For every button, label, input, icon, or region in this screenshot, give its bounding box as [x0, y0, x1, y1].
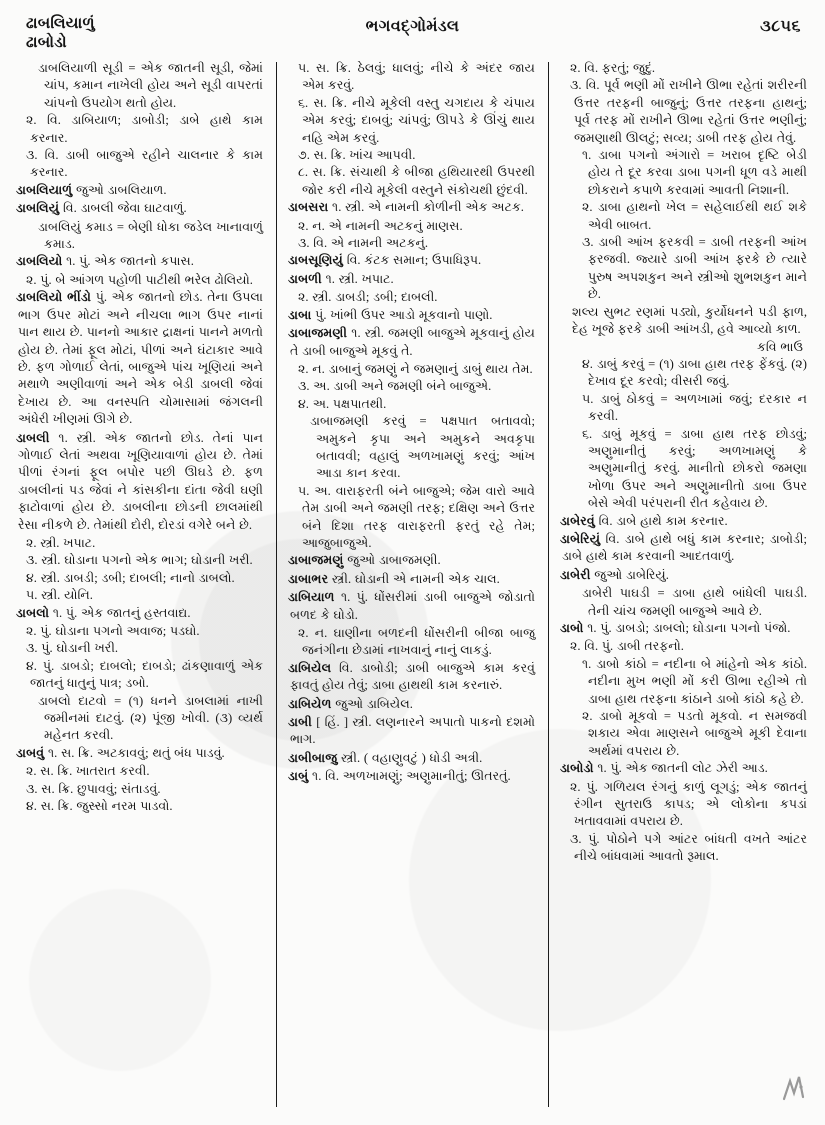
entry-text: ૨. પું. બે આંગળ પહોળી પાટીથી ભરેલ ઢોલિયો.: [26, 272, 253, 287]
dictionary-entry: [288, 307, 535, 324]
entry-text: ૫. અ. વારાફરતી બંને બાજુએ; જેમ વારો આવે તેમ ડાબી અને જમણી તરફ; દક્ષિણ અને ઉત્તર બંને દિશા તરફ વારાફરતી ફરતું રહે તેમ; આજુબાજુએ.: [298, 483, 535, 550]
entry-headword: ડાબાજમણું: [288, 553, 344, 568]
dictionary-sense: [560, 638, 807, 655]
dictionary-entry: [288, 714, 535, 749]
dictionary-entry: [560, 760, 807, 777]
entry-text: ડાબલિયાળી સૂડી = એક જાતની સૂડી, જેમાં ચાંપ, કમાન નાખેલી હોય અને સૂડી વાપરતાં ચાંપનો ઉપયોગ થતો હોય.: [38, 61, 263, 110]
dictionary-sense: [16, 763, 263, 780]
dictionary-entry: [16, 605, 263, 622]
dictionary-entry: [288, 325, 535, 360]
entry-text: ૨. વિ. ડાબિયાળ; ડાબોડી; ડાબે હાથે કામ કરનાર.: [26, 113, 263, 145]
entry-text: ૨. સ્ત્રી. ખપાટ.: [26, 535, 96, 550]
entry-headword: ડાબલિયું: [16, 201, 60, 216]
entry-text: ૧. સ્ત્રી. એક જાતનો છોડ. તેનાં પાન ગોળાઈ લેતાં અથવા ખૂણિયાવાળાં હોય છે. તેમાં પીળાં રંગનાં ફૂલ બપોર પછી ઊઘડે છે. ફળ ડાબલીનાં પડ જેવાં ને કાંસકીના દાંતા જેવી ઘણી ફાટોવાળાં હોય છે. ડાબલીના છોડની છાલમાંથી રેસા નીકળે છે. તેમાંથી દોરી, દોરડાં વગેરે બને છે.: [18, 430, 263, 532]
dictionary-entry: [288, 199, 535, 216]
entry-text: વિ. ડાબોડી; ડાબી બાજુએ કામ કરવું ફાવતું હોય તેવું; ડાબા હાથથી કામ કરનારું.: [290, 660, 535, 693]
entry-headword: ડાબો: [560, 621, 584, 635]
entry-text: ૩. વિ. એ નામની અટકનું.: [298, 236, 429, 251]
running-head-left-line1: ઢાબલિયાળું: [26, 15, 95, 32]
entry-text: જુઓ ડાબિયેલ.: [331, 696, 413, 711]
dictionary-sense: [288, 289, 535, 306]
entry-text: ૫. સ. ક્રિ. ઠેલવું; ધાલવું; નીચે કે અંદર જાય એમ કરવું.: [298, 61, 535, 93]
entry-text: ૧. સ્ત્રી. ખપાટ.: [321, 271, 394, 286]
dictionary-entry: [16, 253, 263, 270]
dictionary-sense: [288, 147, 535, 164]
scan-artifact-icon: [781, 1073, 807, 1103]
entry-text: ડાબલિયું કમાડ = બેણી ધોકા જડેલ ખાનાવાળું કમાડ.: [38, 219, 263, 252]
entry-text: ૩. અ. ડાબી અને જમણી બંને બાજુએ.: [298, 379, 492, 394]
entry-text: ૫. સ્ત્રી. યોનિ.: [26, 588, 93, 603]
entry-text: વિ. ડાબે હાથે બધું કામ કરનાર; ડાબોડી; ડાબે હાથે કામ કરવાની આદતવાળું.: [562, 531, 807, 564]
dictionary-sense: [288, 396, 535, 413]
entry-text: ૪. અ. પક્ષપાતથી.: [298, 396, 387, 411]
dictionary-sense: [288, 235, 535, 252]
entry-text: ૧. વિ. અળખામણું; અણુમાનીતું; ઊતરતું.: [308, 769, 511, 784]
dictionary-entry: [16, 182, 263, 199]
entry-text: કવિ ભાઉ: [756, 339, 803, 354]
dictionary-sense: [16, 535, 263, 552]
entry-text: ૩. ડાબી આંખ ફરકવી = ડાબી તરફની આંખ ફરજવી. જ્યારે ડાબી આંખ ફરકે છે ત્યારે પુરુષ અપશકુન અને સ્ત્રીઓ શુભશકુન માને છે.: [582, 235, 807, 302]
dictionary-sense: [288, 361, 535, 378]
dictionary-entry: [288, 660, 535, 695]
entry-text: ૪. સ. ક્રિ. જુસ્સો નરમ પાડવો.: [26, 799, 173, 814]
dictionary-sense: [16, 112, 263, 147]
entry-text: ડાબાજમણી કરવું = પક્ષપાત બતાવવો; અમુકને કૃપા અને અમુકને અવકૃપા બતાવવી; વહાલું અળખામણું કરવું; આંખ આડા કાન કરવા.: [310, 414, 535, 481]
entry-text: ૧. પું. ધોંસરીમાં ડાબી બાજુએ જોડાતો બળદ કે ઘોડો.: [290, 590, 535, 622]
dictionary-sense: [288, 413, 535, 483]
entry-headword: ડાબલો: [16, 605, 50, 620]
dictionary-sense: [288, 378, 535, 395]
entry-headword: ડાબલિયો: [16, 254, 63, 269]
dictionary-sense: [560, 656, 807, 708]
entry-text: ડાબલો દાટવો = (૧) ધનને ડાબલામાં નાખી જમીનમાં દાટવું. (૨) પૂંજી ખોવી. (૩) વ્યર્થ મહેનત કરવી.: [38, 693, 263, 743]
dictionary-sense: [288, 164, 535, 199]
dictionary-sense: [16, 552, 263, 569]
entry-headword: ડાબવું: [16, 745, 45, 760]
entry-text: ૨. સ. ક્રિ. ખાતરાત કરવી.: [26, 764, 150, 779]
dictionary-sense: [16, 640, 263, 657]
entry-headword: ડાબી: [288, 715, 312, 730]
entry-text: ૩. વિ. ડાબી બાજુએ રહીને ચાલનાર કે કામ કરનાર.: [26, 148, 263, 180]
entry-headword: ડાબસરા: [288, 200, 329, 215]
entry-headword: ડાબસૂણિયું: [288, 253, 343, 268]
entry-text: ૨. ડાબો મૂકવો = પડતો મૂકવો. ન સમજવી શકાય એવા માણસને બાજુએ મૂકી દેવાના અર્થમાં વપરાય છે.: [582, 709, 807, 758]
entry-text: ૪. સ્ત્રી. ડાબડી; ડબી; દાબલી; નાનો ડાબલો.: [26, 570, 235, 585]
entry-text: ૮. સ. ક્રિ. સંચાથી કે બીજા હથિયારથી ઉપરથી જોર કરી નીચે મૂકેલી વસ્તુને સંકોચથી છુંદવી.: [298, 165, 535, 197]
dictionary-sense: [16, 60, 263, 112]
entry-text: પું. ખાંભી ઉપર આડો મૂકવાનો પાણો.: [311, 307, 493, 322]
entry-text: ૧. પું. એક જાતનું હસ્તવાદ્ય.: [49, 605, 191, 620]
dictionary-entry: [560, 620, 807, 637]
dictionary-entry: [560, 567, 807, 584]
entry-headword: ડાબિયેલ: [288, 660, 332, 675]
dictionary-sense: [560, 426, 807, 513]
dictionary-sense: [560, 199, 807, 234]
dictionary-entry: [16, 289, 263, 428]
entry-text: ૨. વિ. ફરતું; જુદું.: [570, 61, 656, 75]
entry-text: ૩. સ. ક્રિ. છુપાવવું; સંતાડવું.: [26, 781, 161, 796]
text-column-3: [556, 58, 813, 1113]
entry-text: ૭. સ. ક્રિ. ખાંચ આપવી.: [298, 148, 416, 163]
dictionary-sense: [16, 798, 263, 815]
entry-text: ૩. પું. ઘોડાની ખરી.: [26, 641, 119, 656]
entry-text: ૨. ન. ડાબાનું જમણું ને જમણાનું ડાબું થાય તેમ.: [298, 361, 533, 376]
dictionary-sense: [560, 60, 807, 77]
entry-text: ૩. પું. પોઠોને પગે આંટર બાંધતી વખતે આંટર નીચે બાંધવામાં આવતો રૂમાલ.: [570, 831, 807, 864]
entry-headword: ડાબલી: [16, 430, 50, 445]
entry-text: ૧. સ. ક્રિ. અટકાવવું; થતું બંધ પાડવું.: [44, 745, 225, 760]
entry-headword: ડાબલિયો ભીંડો: [16, 290, 92, 305]
entry-text: વિ. ડાબલી જેવા ઘાટવાળું.: [59, 201, 187, 216]
dictionary-sense: [288, 218, 535, 235]
dictionary-entry: [288, 696, 535, 713]
entry-text: ૨. ન. ઘાણીના બળદની ધોંસરીની બીજા બાજુ જનંગીના છેડામાં નાખવાનું નાનું લાકડું.: [298, 626, 535, 658]
dictionary-sense: [560, 585, 807, 620]
dictionary-sense: [560, 147, 807, 199]
page-number: ૩૮૫૬: [760, 18, 801, 35]
text-column-2: [284, 58, 541, 1113]
dictionary-entry: [560, 513, 807, 530]
entry-text: ૪. ડાબું કરવું = (૧) ડાબા હાથ તરફ ફેંકવું. (૨) દેખાવ દૂર કરવો; વીસરી જવું.: [582, 356, 807, 389]
entry-text: ૧. ડાબો કાંઠો = નદીના બે માંહેનો એક કાંઠો. નદીના મુખ ભણી મોં કરી ઊભા રહીએ તો ડાબા હાથ તરફના કાંઠાને ડાબો કાંઠો કહે છે.: [582, 656, 807, 706]
dictionary-sense: [560, 831, 807, 866]
entry-text: સ્ત્રી. ઘોડાની એ નામની એક ચાલ.: [328, 571, 500, 586]
entry-headword: ડાબિયેળ: [288, 696, 332, 711]
dictionary-sense: [16, 272, 263, 289]
entry-headword: ડાબોડો: [560, 761, 594, 776]
text-column-1: [12, 58, 269, 1113]
entry-text: ૧. પું. એક જાતની લોટ ઝેરી આડ.: [593, 761, 768, 776]
entry-text: ૧. પું. એક જાતનો કપાસ.: [62, 254, 194, 269]
entry-headword: ડાબું: [288, 769, 309, 784]
entry-text: સ્ત્રી. ( વહાણુવટું ) ધોડી અત્રી.: [337, 750, 483, 765]
dictionary-entry: [288, 552, 535, 569]
column-divider-2: [548, 62, 549, 1107]
entry-headword: ડાબિયાળ: [288, 590, 335, 605]
dictionary-sense: [16, 693, 263, 745]
entry-headword: ડાબેરવું: [560, 513, 595, 528]
dictionary-sense: [16, 658, 263, 693]
entry-text: શલ્ય સુભટ રણમાં પડ્યો, કુર્યોધનને પડી ફાળ, દેહ ખૂજે ફરકે ડાબી આંખડી, હવે આવ્યો કાળ.: [572, 304, 807, 337]
dictionary-sense: [16, 623, 263, 640]
dictionary-entry: [288, 271, 535, 288]
dictionary-sense: [560, 708, 807, 760]
dictionary-sense: [288, 95, 535, 147]
entry-text: પું. એક જાતનો છોડ. તેના ઉપલા ભાગ ઉપર મોટાં અને નીચલા ભાગ ઉપર નાનાં પાન થાય છે. પાનનો આકાર દ્રાક્ષનાં પાનને મળતો હોય છે. તેમાં ફૂલ મોટાં, પીળાં અને ઘંટાકાર આવે છે. ફળ ગોળાઈ લેતાં, બાજુએ પાંચ ખૂણિયાં અને મથાળે અણીવાળાં અને એક બેડી ડાબલી જેવાં દેખાય છે. આ વનસ્પતિ ચોમાસામાં જંગલની અંધેરી ખીણમાં ઊગે છે.: [18, 290, 263, 427]
dictionary-sense: [16, 219, 263, 254]
dictionary-sense: [16, 587, 263, 604]
entry-headword: ડાબલિયાળું: [16, 182, 73, 197]
entry-headword: ડાબેરિયું: [560, 531, 601, 546]
dictionary-sense: [16, 147, 263, 182]
dictionary-sense: [288, 483, 535, 553]
entry-text: [ હિં. ] સ્ત્રી. લણનારને અપાતો પાકનો દશમો ભાગ.: [290, 715, 535, 747]
dictionary-entry: [288, 768, 535, 785]
entry-text: ૩. સ્ત્રી. ઘોડાના પગનો એક ભાગ; ઘોડાની ખરી.: [26, 553, 253, 568]
dictionary-sense: [560, 779, 807, 831]
entry-text: વિ. કંટક સમાન; ઉપાધિરૂપ.: [342, 253, 482, 268]
entry-headword: ડાબા: [288, 307, 312, 322]
dictionary-sense: [16, 570, 263, 587]
entry-text: ૨. ડાબા હાથનો ખેલ = સહેલાઈથી થઈ શકે એવી બાબત.: [582, 200, 807, 232]
entry-text: ૪. પું. ડાબડો; દાબલો; દાબડો; ઢાંકણાવાળું એક જાતનું ધાતુનું પાત્ર; ડબો.: [26, 658, 263, 691]
entry-text: ૨. ન. એ નામની અટકનું માણસ.: [298, 218, 463, 233]
dictionary-entry: [16, 430, 263, 534]
dictionary-sense: [560, 356, 807, 391]
dictionary-entry: [288, 252, 535, 269]
entry-text: ૬. સ. ક્રિ. નીચે મૂકેલી વસ્તુ ચગદાય કે ચંપાય એમ કરવું; દાબવું; ચાંપવું; ઊપડે કે ઊંચું થાય નહિ એમ કરવું.: [298, 95, 535, 145]
entry-headword: ડાબળી: [288, 271, 322, 286]
dictionary-sense: [16, 781, 263, 798]
running-head-left-line2: ઢાબોડો: [26, 34, 67, 51]
entry-text: જુઓ ડાબેરિયું.: [590, 567, 669, 582]
entry-headword: ડાબાજમણી: [288, 326, 348, 341]
dictionary-sense: [560, 391, 807, 426]
entry-text: ૨. વિ. પું. ડાબી તરફનો.: [570, 639, 684, 654]
entry-text: ૧. પું. ડાબડો; ડાબલો; ઘોડાના પગનો પંજો.: [583, 621, 791, 635]
dictionary-sense: [288, 625, 535, 660]
entry-text: ૧. ડાબા પગનો અંગારો = ખરાબ દૃષ્ટિ બેડી હોય તે દૂર કરવા ડાબા પગની ધૂળ વડે માથી છોકરાને કપાળે કરવામાં આવતી નિશાની.: [582, 148, 807, 197]
entry-text: ૩. વિ. પૂર્વ ભણી મોં રાખીને ઊભા રહેતાં શરીરની ઉત્તર તરફની બાજુનું; ઉત્તર તરફના હાથનું; પૂર્વ તરફ મોં રાખીને ઊભા રહેતાં ઉત્તર ભણીનું; જમણાથી ઊલટું; સવ્ય; ડાબી તરફ હોય તેવું.: [570, 78, 807, 145]
book-title: ભગવદ્ગોમંડલ: [365, 18, 460, 35]
dictionary-sense: [560, 339, 807, 356]
dictionary-entry: [288, 571, 535, 588]
running-head: [0, 0, 825, 56]
entry-headword: ડાબેરી: [560, 567, 591, 582]
entry-text: વિ. ડાબે હાથે કામ કરનાર.: [594, 513, 728, 528]
entry-text: જુઓ ડાબાજમણી.: [343, 553, 441, 568]
entry-text: ૨. સ્ત્રી. ડાબડી; ડબી; દાબલી.: [298, 290, 438, 305]
entry-text: ૨. પું. ઘોડાના પગનો અવાજ; પડઘો.: [26, 624, 200, 638]
entry-text: ૧. સ્ત્રી. એ નામની કોળીની એક અટક.: [328, 200, 524, 215]
entry-headword: ડાબાભર: [288, 571, 329, 586]
entry-text: જુઓ ડાબલિયાળ.: [72, 182, 167, 197]
column-divider-1: [276, 62, 277, 1107]
dictionary-sense: [560, 77, 807, 147]
dictionary-sense: [288, 60, 535, 95]
dictionary-entry: [288, 750, 535, 767]
entry-headword: ડાબીબાજુ: [288, 750, 338, 765]
dictionary-sense: [560, 304, 807, 339]
entry-text: ૧. સ્ત્રી. જમણી બાજુએ મૂકવાનું હોય તે ડાબી બાજુએ મૂકવું તે.: [290, 326, 535, 358]
dictionary-sense: [560, 234, 807, 304]
dictionary-entry: [560, 531, 807, 566]
dictionary-entry: [16, 200, 263, 217]
dictionary-entry: [288, 589, 535, 624]
dictionary-entry: [16, 745, 263, 762]
entry-text: ૨. પું. ગળિયલ રંગનું કાળું લૂગડું; એક જાતનું રંગીન સુતરાઉ કાપડ; એ લોકોના કપડાં ખતાવવામાં વપરાય છે.: [570, 779, 807, 829]
entry-text: ૬. ડાબું મૂકવું = ડાબા હાથ તરફ છોડવું; અણુમાનીતું કરવું; અળખામણું કે અણુમાનીતું કરવું. માનીતો છોકરો જમણા ખોળા ઉપર અને અણુમાનીતો ડાબા ઉપર બેસે એવી પરંપરાની રીત કહેવાય છે.: [582, 426, 807, 511]
entry-text: ડાબેરી પાઘડી = ડાબા હાથે બાંધેલી પાઘડી. તેની ચાંચ જમણી બાજુએ આવે છે.: [582, 586, 807, 618]
column-container: [12, 58, 813, 1113]
entry-text: ૫. ડાબું ઠોકવું = અળખામાં જવું; દરકાર ન કરવી.: [582, 391, 807, 424]
